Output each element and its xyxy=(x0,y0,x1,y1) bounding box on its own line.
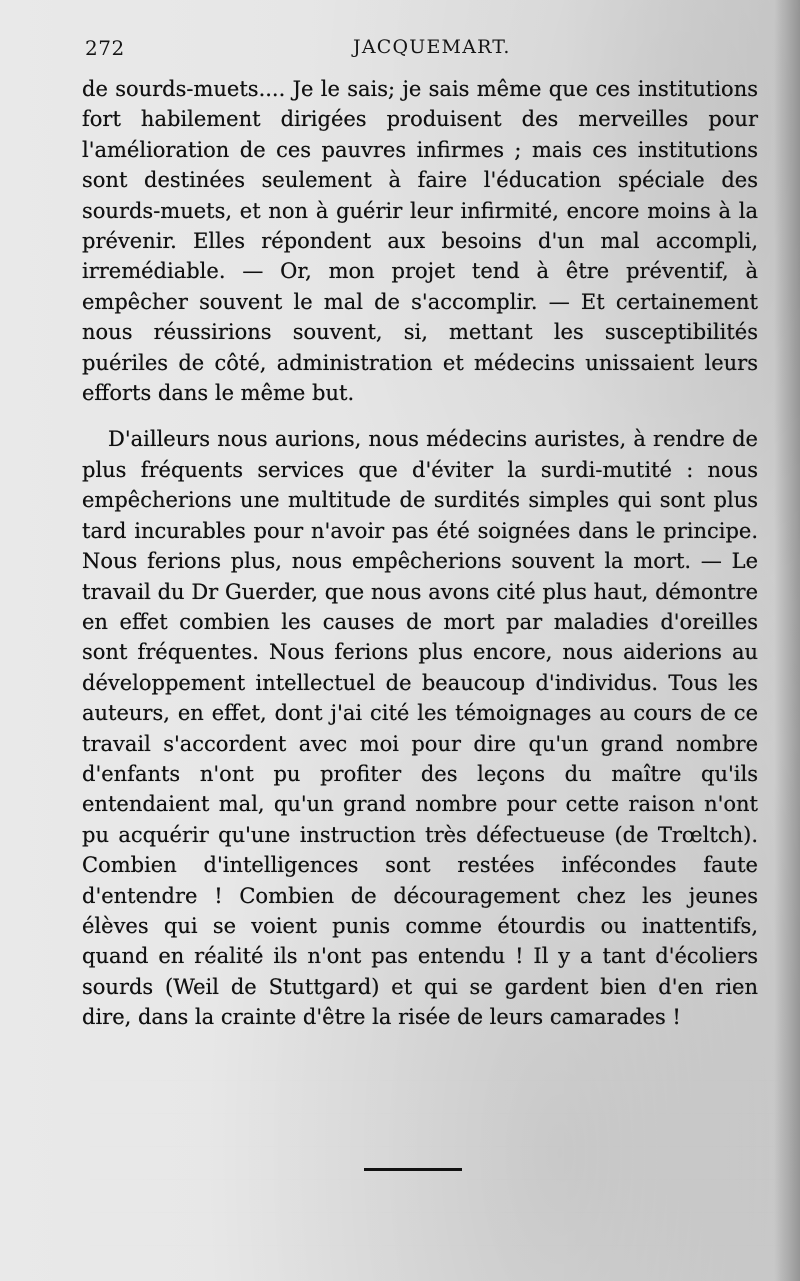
section-rule xyxy=(364,1168,462,1171)
page-header xyxy=(85,36,765,66)
paragraph-1: de sourds-muets.... Je le sais; je sais même que ces institutions fort habilement dirigées produisent des merveilles pour l'amélioration de ces pauvres infirmes ; mais ces institutions sont destinées seulement à faire l'éducation spéciale des sourds-muets, et non à guérir leur infirmité, encore moins à la prévenir. Elles répondent aux besoins d'un mal accompli, irremédiable. — Or, mon projet tend à être préventif, à empêcher souvent le mal de s'accomplir. — Et certainement nous réussirions souvent, si, mettant les susceptibilités puériles de côté, administration et médecins unissaient leurs efforts dans le même but. xyxy=(82,77,758,406)
bleed-line xyxy=(90,1182,780,1213)
bleed-line xyxy=(90,1083,780,1114)
running-head: JACQUEMART. xyxy=(353,36,511,58)
bleed-through-texture xyxy=(90,1050,780,1270)
bleed-line xyxy=(90,1116,780,1147)
paragraph-2: D'ailleurs nous aurions, nous médecins auristes, à rendre de plus fréquents services que d'éviter la surdi-mutité : nous empêcherions une multitude de surdités simples qui sont plus tard incurables pour n'avoir pas été soignées dans le principe. Nous ferions plus, nous empêcherions souvent la mort. — Le travail du Dr Guerder, que nous avons cité plus haut, démontre en effet combien les causes de mort par maladies d'oreilles sont fréquentes. Nous ferions plus encore, nous aiderions au développement intellectuel de beaucoup d'individus. Tous les auteurs, en effet, dont j'ai cité les témoignages au cours de ce travail s'accordent avec moi pour dire qu'un grand nombre d'enfants n'ont pu profiter des leçons du maître qu'ils entendaient mal, qu'un grand nombre pour cette raison n'ont pu acquérir qu'une instruction très défectueuse (de Trœltch). Combien d'intelligences sont restées infécondes faute d'entendre ! Combien de découragement chez les jeunes élèves qui se voient punis comme étourdis ou inattentifs, quand en réalité ils n'ont pas entendu ! Il y a tant d'écoliers sourds (Weil de Stuttgard) et qui se gardent bien d'en rien dire, dans la crainte d'être la risée de leurs camarades ! xyxy=(82,427,758,1030)
bleed-line xyxy=(90,1215,780,1246)
body-text xyxy=(82,74,758,1033)
bleed-line xyxy=(90,1050,780,1081)
page-number: 272 xyxy=(85,36,125,60)
bleed-line xyxy=(90,1149,780,1180)
